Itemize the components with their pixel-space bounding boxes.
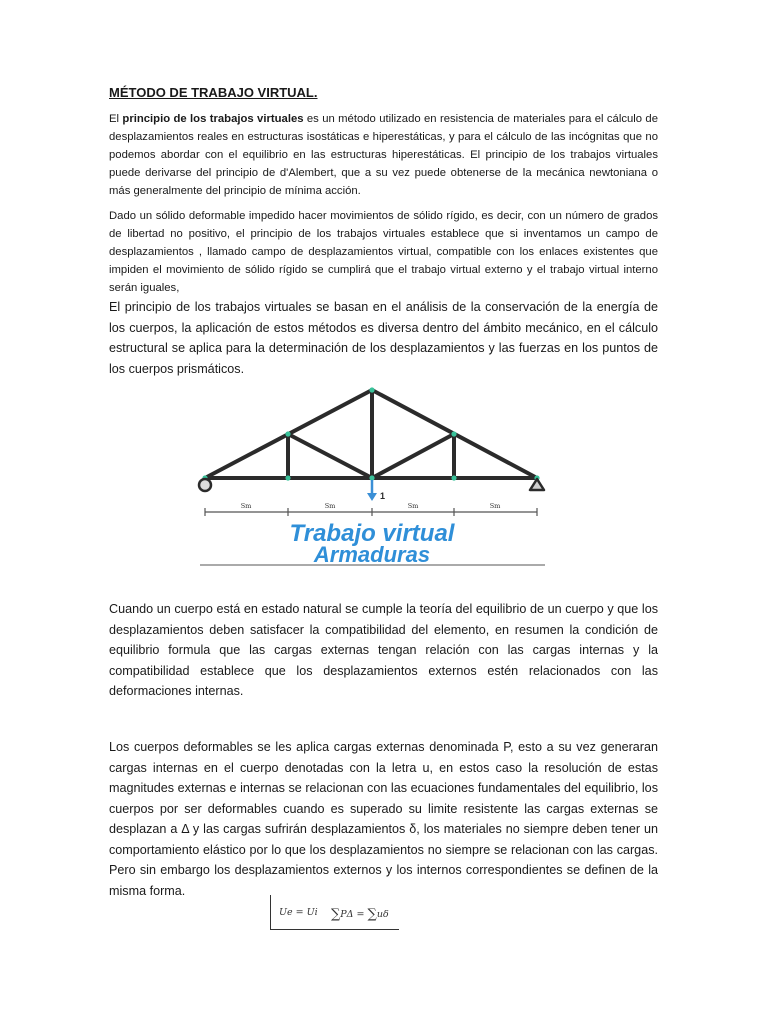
paragraph-external-loads: Los cuerpos deformables se les aplica cargas externas denominada P, esto a su vez generaran cargas internas en el cuerpo denotadas con la letra u, en estos caso la resolución de estas magnitudes externas e internas se relacionan con las ecuaciones fundamentales del equilibrio, los cuerpos por ser deformables cuando es superado su limite resistente las cargas externas se desplazan a Δ y las cargas sufrirán desplazamientos δ, los materiales no siempre deben tener un comportamiento elástico por lo que los desplazamientos no siempre se relacionan con las cargas. Pero sin embargo los desplazamientos externos y los internos correspondientes se definen de la misma forma.: [109, 740, 658, 898]
figure-caption-line-2: Armaduras: [313, 542, 431, 567]
intro-bold-term: principio de los trabajos virtuales: [122, 113, 304, 125]
virtual-load-label: 1: [380, 491, 386, 501]
formula-internal-term: uδ: [376, 909, 389, 920]
truss-figure: [195, 382, 553, 567]
intro-rest: es un método utilizado en resistencia de materiales para el cálculo de desplazamientos reales en estructuras isostáticas e hiperestáticas, y para el cálculo de las incógnitas que no podemos abordar con el equilibrio en las estructuras hiperestáticas. El principio de los trabajos virtuales puede derivarse del principio de d'Alembert, que a su vez puede obtenerse de la mecánica newtoniana o más generalmente del principio de mínima acción.: [109, 113, 658, 197]
virtual-load-arrow: [367, 480, 377, 501]
span-label-3: Sm: [407, 502, 419, 510]
paragraph-deformable-solid: Dado un sólido deformable impedido hacer movimientos de sólido rígido, es decir, con un número de grados de libertad no positivo, el principio de los trabajos virtuales establece que si inventamos un campo de desplazamientos , llamado campo de desplazamientos virtual, compatible con los enlaces existentes que impiden el movimiento de sólido rígido se cumplirá que el trabajo virtual externo y el trabajo virtual interno serán iguales,: [109, 210, 658, 294]
paragraph-intro: [109, 110, 658, 200]
formula-sum-symbol-2: ∑: [367, 907, 377, 922]
formula-sum-equality: [331, 907, 389, 922]
dimension-line: [205, 508, 537, 516]
truss-members: [205, 390, 537, 478]
formula-energy-equality: Ue = Ui: [279, 907, 318, 918]
span-label-2: Sm: [324, 502, 336, 510]
intro-prefix: El: [109, 113, 123, 125]
formula-sum-symbol-1: ∑: [331, 907, 341, 922]
formula-external-term: PΔ =: [340, 909, 368, 920]
roller-support-right: [530, 479, 544, 490]
pin-support-left: [199, 479, 211, 491]
paragraph-equilibrium: Cuando un cuerpo está en estado natural se cumple la teoría del equilibrio de un cuerpo y que los desplazamientos deben satisfacer la compatibilidad del elemento, en resumen la condición de equilibrio formula que las cargas externas tengan relación con las cargas internas y la compatibilidad establece que los desplazamientos externos estén relacionados con las deformaciones internas.: [109, 602, 658, 698]
figure-caption-line-1: Trabajo virtual: [289, 520, 455, 547]
document-title: MÉTODO DE TRABAJO VIRTUAL.: [109, 85, 318, 100]
virtual-work-formula: [270, 895, 399, 930]
span-label-4: Sm: [489, 502, 501, 510]
span-label-1: Sm: [240, 502, 252, 510]
paragraph-energy-conservation: El principio de los trabajos virtuales se basan en el análisis de la conservación de la energía de los cuerpos, la aplicación de estos métodos es diversa dentro del ámbito mecánico, en el cálculo estructural se aplica para la determinación de los desplazamientos y las fuerzas en los puntos de los cuerpos prismáticos.: [109, 300, 658, 376]
